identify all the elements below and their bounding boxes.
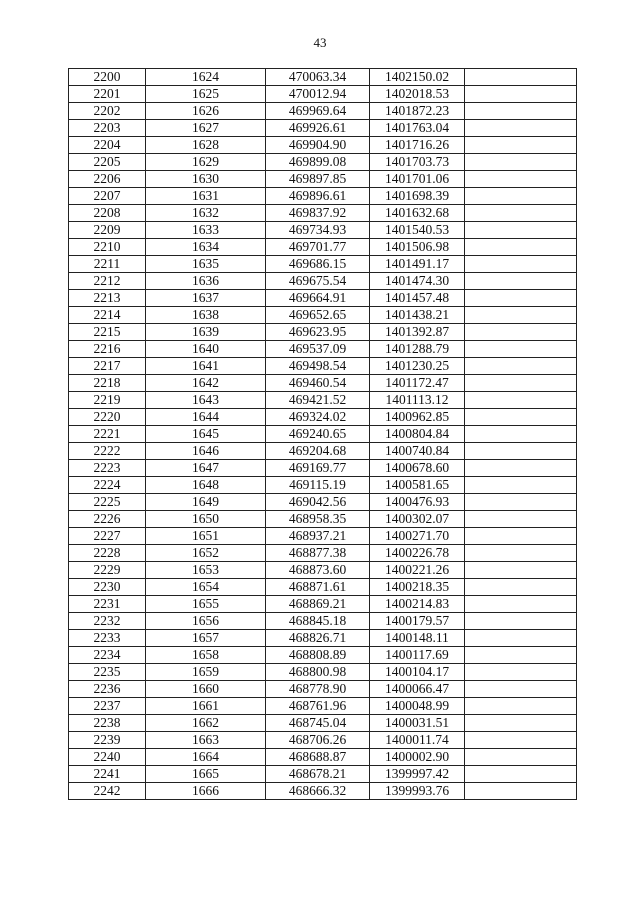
empty-cell xyxy=(465,273,577,290)
empty-cell xyxy=(465,698,577,715)
index-cell: 1649 xyxy=(146,494,266,511)
y-coordinate-cell: 1400962.85 xyxy=(370,409,465,426)
table-row xyxy=(69,783,577,800)
empty-cell xyxy=(465,732,577,749)
index-cell: 1633 xyxy=(146,222,266,239)
table-row xyxy=(69,715,577,732)
point-number-cell: 2223 xyxy=(69,460,146,477)
empty-cell xyxy=(465,443,577,460)
y-coordinate-cell: 1401288.79 xyxy=(370,341,465,358)
x-coordinate-cell: 468745.04 xyxy=(266,715,370,732)
y-coordinate-cell: 1400678.60 xyxy=(370,460,465,477)
y-coordinate-cell: 1400221.26 xyxy=(370,562,465,579)
table-row xyxy=(69,358,577,375)
x-coordinate-cell: 469904.90 xyxy=(266,137,370,154)
point-number-cell: 2204 xyxy=(69,137,146,154)
y-coordinate-cell: 1401491.17 xyxy=(370,256,465,273)
empty-cell xyxy=(465,154,577,171)
point-number-cell: 2224 xyxy=(69,477,146,494)
index-cell: 1628 xyxy=(146,137,266,154)
table-row xyxy=(69,375,577,392)
point-number-cell: 2236 xyxy=(69,681,146,698)
table-row xyxy=(69,154,577,171)
empty-cell xyxy=(465,358,577,375)
empty-cell xyxy=(465,205,577,222)
table-row xyxy=(69,86,577,103)
x-coordinate-cell: 468937.21 xyxy=(266,528,370,545)
point-number-cell: 2241 xyxy=(69,766,146,783)
x-coordinate-cell: 469240.65 xyxy=(266,426,370,443)
empty-cell xyxy=(465,103,577,120)
point-number-cell: 2216 xyxy=(69,341,146,358)
y-coordinate-cell: 1399997.42 xyxy=(370,766,465,783)
table-row xyxy=(69,409,577,426)
index-cell: 1630 xyxy=(146,171,266,188)
y-coordinate-cell: 1401698.39 xyxy=(370,188,465,205)
point-number-cell: 2219 xyxy=(69,392,146,409)
table-row xyxy=(69,392,577,409)
empty-cell xyxy=(465,120,577,137)
index-cell: 1643 xyxy=(146,392,266,409)
y-coordinate-cell: 1400179.57 xyxy=(370,613,465,630)
point-number-cell: 2202 xyxy=(69,103,146,120)
table-row xyxy=(69,120,577,137)
empty-cell xyxy=(465,545,577,562)
point-number-cell: 2206 xyxy=(69,171,146,188)
index-cell: 1656 xyxy=(146,613,266,630)
y-coordinate-cell: 1399993.76 xyxy=(370,783,465,800)
point-number-cell: 2200 xyxy=(69,69,146,86)
x-coordinate-cell: 469652.65 xyxy=(266,307,370,324)
x-coordinate-cell: 468666.32 xyxy=(266,783,370,800)
x-coordinate-cell: 469421.52 xyxy=(266,392,370,409)
empty-cell xyxy=(465,494,577,511)
y-coordinate-cell: 1400011.74 xyxy=(370,732,465,749)
point-number-cell: 2214 xyxy=(69,307,146,324)
point-number-cell: 2201 xyxy=(69,86,146,103)
y-coordinate-cell: 1401506.98 xyxy=(370,239,465,256)
table-row xyxy=(69,460,577,477)
index-cell: 1659 xyxy=(146,664,266,681)
empty-cell xyxy=(465,664,577,681)
index-cell: 1637 xyxy=(146,290,266,307)
x-coordinate-cell: 468869.21 xyxy=(266,596,370,613)
y-coordinate-cell: 1400002.90 xyxy=(370,749,465,766)
point-number-cell: 2227 xyxy=(69,528,146,545)
y-coordinate-cell: 1401763.04 xyxy=(370,120,465,137)
table-body xyxy=(69,69,577,800)
y-coordinate-cell: 1400302.07 xyxy=(370,511,465,528)
table-row xyxy=(69,477,577,494)
x-coordinate-cell: 469686.15 xyxy=(266,256,370,273)
x-coordinate-cell: 469899.08 xyxy=(266,154,370,171)
empty-cell xyxy=(465,324,577,341)
table-row xyxy=(69,103,577,120)
x-coordinate-cell: 469664.91 xyxy=(266,290,370,307)
y-coordinate-cell: 1400148.11 xyxy=(370,630,465,647)
table-row xyxy=(69,579,577,596)
page-number: 43 xyxy=(313,35,327,50)
x-coordinate-cell: 469537.09 xyxy=(266,341,370,358)
empty-cell xyxy=(465,749,577,766)
index-cell: 1642 xyxy=(146,375,266,392)
x-coordinate-cell: 468826.71 xyxy=(266,630,370,647)
point-number-cell: 2215 xyxy=(69,324,146,341)
empty-cell xyxy=(465,528,577,545)
y-coordinate-cell: 1402018.53 xyxy=(370,86,465,103)
y-coordinate-cell: 1401392.87 xyxy=(370,324,465,341)
x-coordinate-cell: 470063.34 xyxy=(266,69,370,86)
index-cell: 1661 xyxy=(146,698,266,715)
empty-cell xyxy=(465,460,577,477)
empty-cell xyxy=(465,188,577,205)
index-cell: 1648 xyxy=(146,477,266,494)
point-number-cell: 2221 xyxy=(69,426,146,443)
empty-cell xyxy=(465,409,577,426)
index-cell: 1639 xyxy=(146,324,266,341)
index-cell: 1653 xyxy=(146,562,266,579)
empty-cell xyxy=(465,307,577,324)
y-coordinate-cell: 1400214.83 xyxy=(370,596,465,613)
y-coordinate-cell: 1401716.26 xyxy=(370,137,465,154)
point-number-cell: 2235 xyxy=(69,664,146,681)
x-coordinate-cell: 468800.98 xyxy=(266,664,370,681)
y-coordinate-cell: 1401632.68 xyxy=(370,205,465,222)
y-coordinate-cell: 1401540.53 xyxy=(370,222,465,239)
table-row xyxy=(69,545,577,562)
empty-cell xyxy=(465,630,577,647)
table-row xyxy=(69,494,577,511)
y-coordinate-cell: 1400226.78 xyxy=(370,545,465,562)
point-number-cell: 2230 xyxy=(69,579,146,596)
y-coordinate-cell: 1400581.65 xyxy=(370,477,465,494)
y-coordinate-cell: 1401230.25 xyxy=(370,358,465,375)
y-coordinate-cell: 1400104.17 xyxy=(370,664,465,681)
point-number-cell: 2220 xyxy=(69,409,146,426)
table-row xyxy=(69,647,577,664)
table-row xyxy=(69,511,577,528)
point-number-cell: 2218 xyxy=(69,375,146,392)
empty-cell xyxy=(465,766,577,783)
index-cell: 1652 xyxy=(146,545,266,562)
index-cell: 1645 xyxy=(146,426,266,443)
index-cell: 1627 xyxy=(146,120,266,137)
empty-cell xyxy=(465,783,577,800)
x-coordinate-cell: 469204.68 xyxy=(266,443,370,460)
point-number-cell: 2232 xyxy=(69,613,146,630)
x-coordinate-cell: 469701.77 xyxy=(266,239,370,256)
x-coordinate-cell: 468808.89 xyxy=(266,647,370,664)
empty-cell xyxy=(465,477,577,494)
point-number-cell: 2233 xyxy=(69,630,146,647)
index-cell: 1638 xyxy=(146,307,266,324)
point-number-cell: 2222 xyxy=(69,443,146,460)
point-number-cell: 2209 xyxy=(69,222,146,239)
x-coordinate-cell: 468688.87 xyxy=(266,749,370,766)
x-coordinate-cell: 469837.92 xyxy=(266,205,370,222)
y-coordinate-cell: 1400271.70 xyxy=(370,528,465,545)
point-number-cell: 2212 xyxy=(69,273,146,290)
index-cell: 1650 xyxy=(146,511,266,528)
x-coordinate-cell: 469115.19 xyxy=(266,477,370,494)
x-coordinate-cell: 469324.02 xyxy=(266,409,370,426)
index-cell: 1666 xyxy=(146,783,266,800)
empty-cell xyxy=(465,86,577,103)
y-coordinate-cell: 1401438.21 xyxy=(370,307,465,324)
index-cell: 1626 xyxy=(146,103,266,120)
index-cell: 1646 xyxy=(146,443,266,460)
x-coordinate-cell: 469498.54 xyxy=(266,358,370,375)
point-number-cell: 2225 xyxy=(69,494,146,511)
index-cell: 1634 xyxy=(146,239,266,256)
point-number-cell: 2231 xyxy=(69,596,146,613)
x-coordinate-cell: 468845.18 xyxy=(266,613,370,630)
coordinates-table xyxy=(68,68,577,800)
point-number-cell: 2207 xyxy=(69,188,146,205)
x-coordinate-cell: 469460.54 xyxy=(266,375,370,392)
empty-cell xyxy=(465,239,577,256)
table-row xyxy=(69,307,577,324)
table-row xyxy=(69,749,577,766)
point-number-cell: 2242 xyxy=(69,783,146,800)
empty-cell xyxy=(465,579,577,596)
empty-cell xyxy=(465,290,577,307)
table-row xyxy=(69,137,577,154)
table-row xyxy=(69,630,577,647)
index-cell: 1663 xyxy=(146,732,266,749)
x-coordinate-cell: 469734.93 xyxy=(266,222,370,239)
index-cell: 1657 xyxy=(146,630,266,647)
x-coordinate-cell: 468958.35 xyxy=(266,511,370,528)
empty-cell xyxy=(465,562,577,579)
point-number-cell: 2210 xyxy=(69,239,146,256)
empty-cell xyxy=(465,375,577,392)
y-coordinate-cell: 1400476.93 xyxy=(370,494,465,511)
x-coordinate-cell: 470012.94 xyxy=(266,86,370,103)
index-cell: 1629 xyxy=(146,154,266,171)
y-coordinate-cell: 1401701.06 xyxy=(370,171,465,188)
table-row xyxy=(69,239,577,256)
point-number-cell: 2213 xyxy=(69,290,146,307)
y-coordinate-cell: 1400031.51 xyxy=(370,715,465,732)
y-coordinate-cell: 1400066.47 xyxy=(370,681,465,698)
empty-cell xyxy=(465,681,577,698)
table-row xyxy=(69,664,577,681)
x-coordinate-cell: 468877.38 xyxy=(266,545,370,562)
table-row xyxy=(69,766,577,783)
y-coordinate-cell: 1400740.84 xyxy=(370,443,465,460)
index-cell: 1658 xyxy=(146,647,266,664)
index-cell: 1664 xyxy=(146,749,266,766)
table-row xyxy=(69,324,577,341)
y-coordinate-cell: 1401457.48 xyxy=(370,290,465,307)
point-number-cell: 2211 xyxy=(69,256,146,273)
index-cell: 1665 xyxy=(146,766,266,783)
empty-cell xyxy=(465,137,577,154)
table-row xyxy=(69,69,577,86)
y-coordinate-cell: 1401474.30 xyxy=(370,273,465,290)
point-number-cell: 2234 xyxy=(69,647,146,664)
x-coordinate-cell: 468871.61 xyxy=(266,579,370,596)
index-cell: 1651 xyxy=(146,528,266,545)
point-number-cell: 2240 xyxy=(69,749,146,766)
table-row xyxy=(69,562,577,579)
y-coordinate-cell: 1401703.73 xyxy=(370,154,465,171)
x-coordinate-cell: 469042.56 xyxy=(266,494,370,511)
empty-cell xyxy=(465,341,577,358)
index-cell: 1631 xyxy=(146,188,266,205)
point-number-cell: 2239 xyxy=(69,732,146,749)
table-row xyxy=(69,698,577,715)
y-coordinate-cell: 1401872.23 xyxy=(370,103,465,120)
table-row xyxy=(69,171,577,188)
table-row xyxy=(69,681,577,698)
index-cell: 1625 xyxy=(146,86,266,103)
table-row xyxy=(69,528,577,545)
index-cell: 1662 xyxy=(146,715,266,732)
x-coordinate-cell: 469897.85 xyxy=(266,171,370,188)
index-cell: 1635 xyxy=(146,256,266,273)
table-row xyxy=(69,205,577,222)
index-cell: 1660 xyxy=(146,681,266,698)
empty-cell xyxy=(465,511,577,528)
index-cell: 1654 xyxy=(146,579,266,596)
index-cell: 1641 xyxy=(146,358,266,375)
table-row xyxy=(69,341,577,358)
table-row xyxy=(69,613,577,630)
y-coordinate-cell: 1401172.47 xyxy=(370,375,465,392)
point-number-cell: 2203 xyxy=(69,120,146,137)
x-coordinate-cell: 469169.77 xyxy=(266,460,370,477)
point-number-cell: 2238 xyxy=(69,715,146,732)
x-coordinate-cell: 468873.60 xyxy=(266,562,370,579)
point-number-cell: 2217 xyxy=(69,358,146,375)
y-coordinate-cell: 1400117.69 xyxy=(370,647,465,664)
y-coordinate-cell: 1400218.35 xyxy=(370,579,465,596)
point-number-cell: 2205 xyxy=(69,154,146,171)
x-coordinate-cell: 469623.95 xyxy=(266,324,370,341)
index-cell: 1644 xyxy=(146,409,266,426)
table-row xyxy=(69,222,577,239)
x-coordinate-cell: 469896.61 xyxy=(266,188,370,205)
index-cell: 1647 xyxy=(146,460,266,477)
empty-cell xyxy=(465,69,577,86)
y-coordinate-cell: 1400048.99 xyxy=(370,698,465,715)
table-row xyxy=(69,732,577,749)
x-coordinate-cell: 469969.64 xyxy=(266,103,370,120)
index-cell: 1632 xyxy=(146,205,266,222)
empty-cell xyxy=(465,171,577,188)
table-row xyxy=(69,596,577,613)
x-coordinate-cell: 468678.21 xyxy=(266,766,370,783)
empty-cell xyxy=(465,222,577,239)
index-cell: 1655 xyxy=(146,596,266,613)
x-coordinate-cell: 469675.54 xyxy=(266,273,370,290)
point-number-cell: 2208 xyxy=(69,205,146,222)
empty-cell xyxy=(465,613,577,630)
table-row xyxy=(69,273,577,290)
table-row xyxy=(69,290,577,307)
table-row xyxy=(69,188,577,205)
index-cell: 1624 xyxy=(146,69,266,86)
x-coordinate-cell: 469926.61 xyxy=(266,120,370,137)
table-row xyxy=(69,426,577,443)
table-row xyxy=(69,443,577,460)
x-coordinate-cell: 468778.90 xyxy=(266,681,370,698)
table-row xyxy=(69,256,577,273)
y-coordinate-cell: 1402150.02 xyxy=(370,69,465,86)
empty-cell xyxy=(465,647,577,664)
empty-cell xyxy=(465,426,577,443)
y-coordinate-cell: 1400804.84 xyxy=(370,426,465,443)
point-number-cell: 2237 xyxy=(69,698,146,715)
empty-cell xyxy=(465,392,577,409)
empty-cell xyxy=(465,596,577,613)
point-number-cell: 2228 xyxy=(69,545,146,562)
point-number-cell: 2226 xyxy=(69,511,146,528)
y-coordinate-cell: 1401113.12 xyxy=(370,392,465,409)
point-number-cell: 2229 xyxy=(69,562,146,579)
index-cell: 1640 xyxy=(146,341,266,358)
index-cell: 1636 xyxy=(146,273,266,290)
x-coordinate-cell: 468706.26 xyxy=(266,732,370,749)
empty-cell xyxy=(465,256,577,273)
x-coordinate-cell: 468761.96 xyxy=(266,698,370,715)
empty-cell xyxy=(465,715,577,732)
